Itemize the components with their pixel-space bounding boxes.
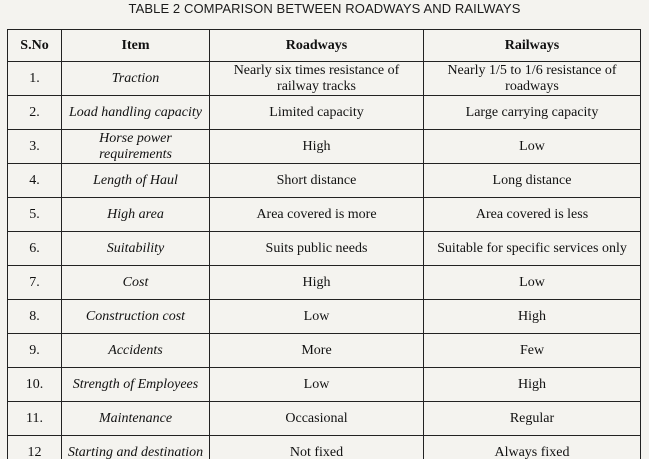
cell-roadways: Limited capacity xyxy=(210,96,424,130)
cell-sno: 7. xyxy=(8,266,62,300)
cell-roadways: Low xyxy=(210,368,424,402)
cell-item: Cost xyxy=(62,266,210,300)
cell-item: Load handling capacity xyxy=(62,96,210,130)
header-item: Item xyxy=(62,30,210,62)
cell-item: Starting and destination xyxy=(62,436,210,459)
cell-sno: 12 xyxy=(8,436,62,459)
cell-sno: 4. xyxy=(8,164,62,198)
cell-roadways: High xyxy=(210,266,424,300)
table-row xyxy=(8,436,641,459)
table-row xyxy=(8,334,641,368)
table-row xyxy=(8,232,641,266)
table-row xyxy=(8,130,641,164)
cell-railways: Always fixed xyxy=(424,436,641,459)
cell-sno: 8. xyxy=(8,300,62,334)
header-railways: Railways xyxy=(424,30,641,62)
cell-roadways: More xyxy=(210,334,424,368)
cell-roadways: Short distance xyxy=(210,164,424,198)
cell-sno: 10. xyxy=(8,368,62,402)
table-caption: TABLE 2 COMPARISON BETWEEN ROADWAYS AND RAILWAYS xyxy=(128,1,521,16)
table-row xyxy=(8,300,641,334)
cell-roadways: Area covered is more xyxy=(210,198,424,232)
table-row xyxy=(8,96,641,130)
cell-roadways: Suits public needs xyxy=(210,232,424,266)
cell-sno: 3. xyxy=(8,130,62,164)
cell-railways: Low xyxy=(424,130,641,164)
table-row xyxy=(8,368,641,402)
table-row xyxy=(8,62,641,96)
header-roadways: Roadways xyxy=(210,30,424,62)
cell-item: Strength of Employees xyxy=(62,368,210,402)
cell-sno: 11. xyxy=(8,402,62,436)
cell-item: Horse power requirements xyxy=(62,130,210,164)
cell-roadways: Low xyxy=(210,300,424,334)
cell-sno: 9. xyxy=(8,334,62,368)
cell-railways: Large carrying capacity xyxy=(424,96,641,130)
cell-item: Suitability xyxy=(62,232,210,266)
cell-roadways: Nearly six times resistance of railway tracks xyxy=(210,62,424,96)
header-sno: S.No xyxy=(8,30,62,62)
cell-railways: Few xyxy=(424,334,641,368)
cell-item: Construction cost xyxy=(62,300,210,334)
table-row xyxy=(8,402,641,436)
cell-railways: Long distance xyxy=(424,164,641,198)
comparison-table xyxy=(7,29,641,459)
cell-sno: 5. xyxy=(8,198,62,232)
cell-roadways: Not fixed xyxy=(210,436,424,459)
cell-railways: Regular xyxy=(424,402,641,436)
cell-sno: 1. xyxy=(8,62,62,96)
cell-railways: Low xyxy=(424,266,641,300)
cell-railways: Area covered is less xyxy=(424,198,641,232)
table-row xyxy=(8,198,641,232)
cell-railways: Nearly 1/5 to 1/6 resistance of roadways xyxy=(424,62,641,96)
cell-roadways: High xyxy=(210,130,424,164)
table-row xyxy=(8,266,641,300)
cell-item: High area xyxy=(62,198,210,232)
cell-railways: High xyxy=(424,368,641,402)
cell-item: Accidents xyxy=(62,334,210,368)
cell-railways: Suitable for specific services only xyxy=(424,232,641,266)
cell-item: Length of Haul xyxy=(62,164,210,198)
cell-sno: 2. xyxy=(8,96,62,130)
cell-roadways: Occasional xyxy=(210,402,424,436)
cell-item: Maintenance xyxy=(62,402,210,436)
cell-item: Traction xyxy=(62,62,210,96)
cell-sno: 6. xyxy=(8,232,62,266)
cell-railways: High xyxy=(424,300,641,334)
header-row xyxy=(8,30,641,62)
table-row xyxy=(8,164,641,198)
